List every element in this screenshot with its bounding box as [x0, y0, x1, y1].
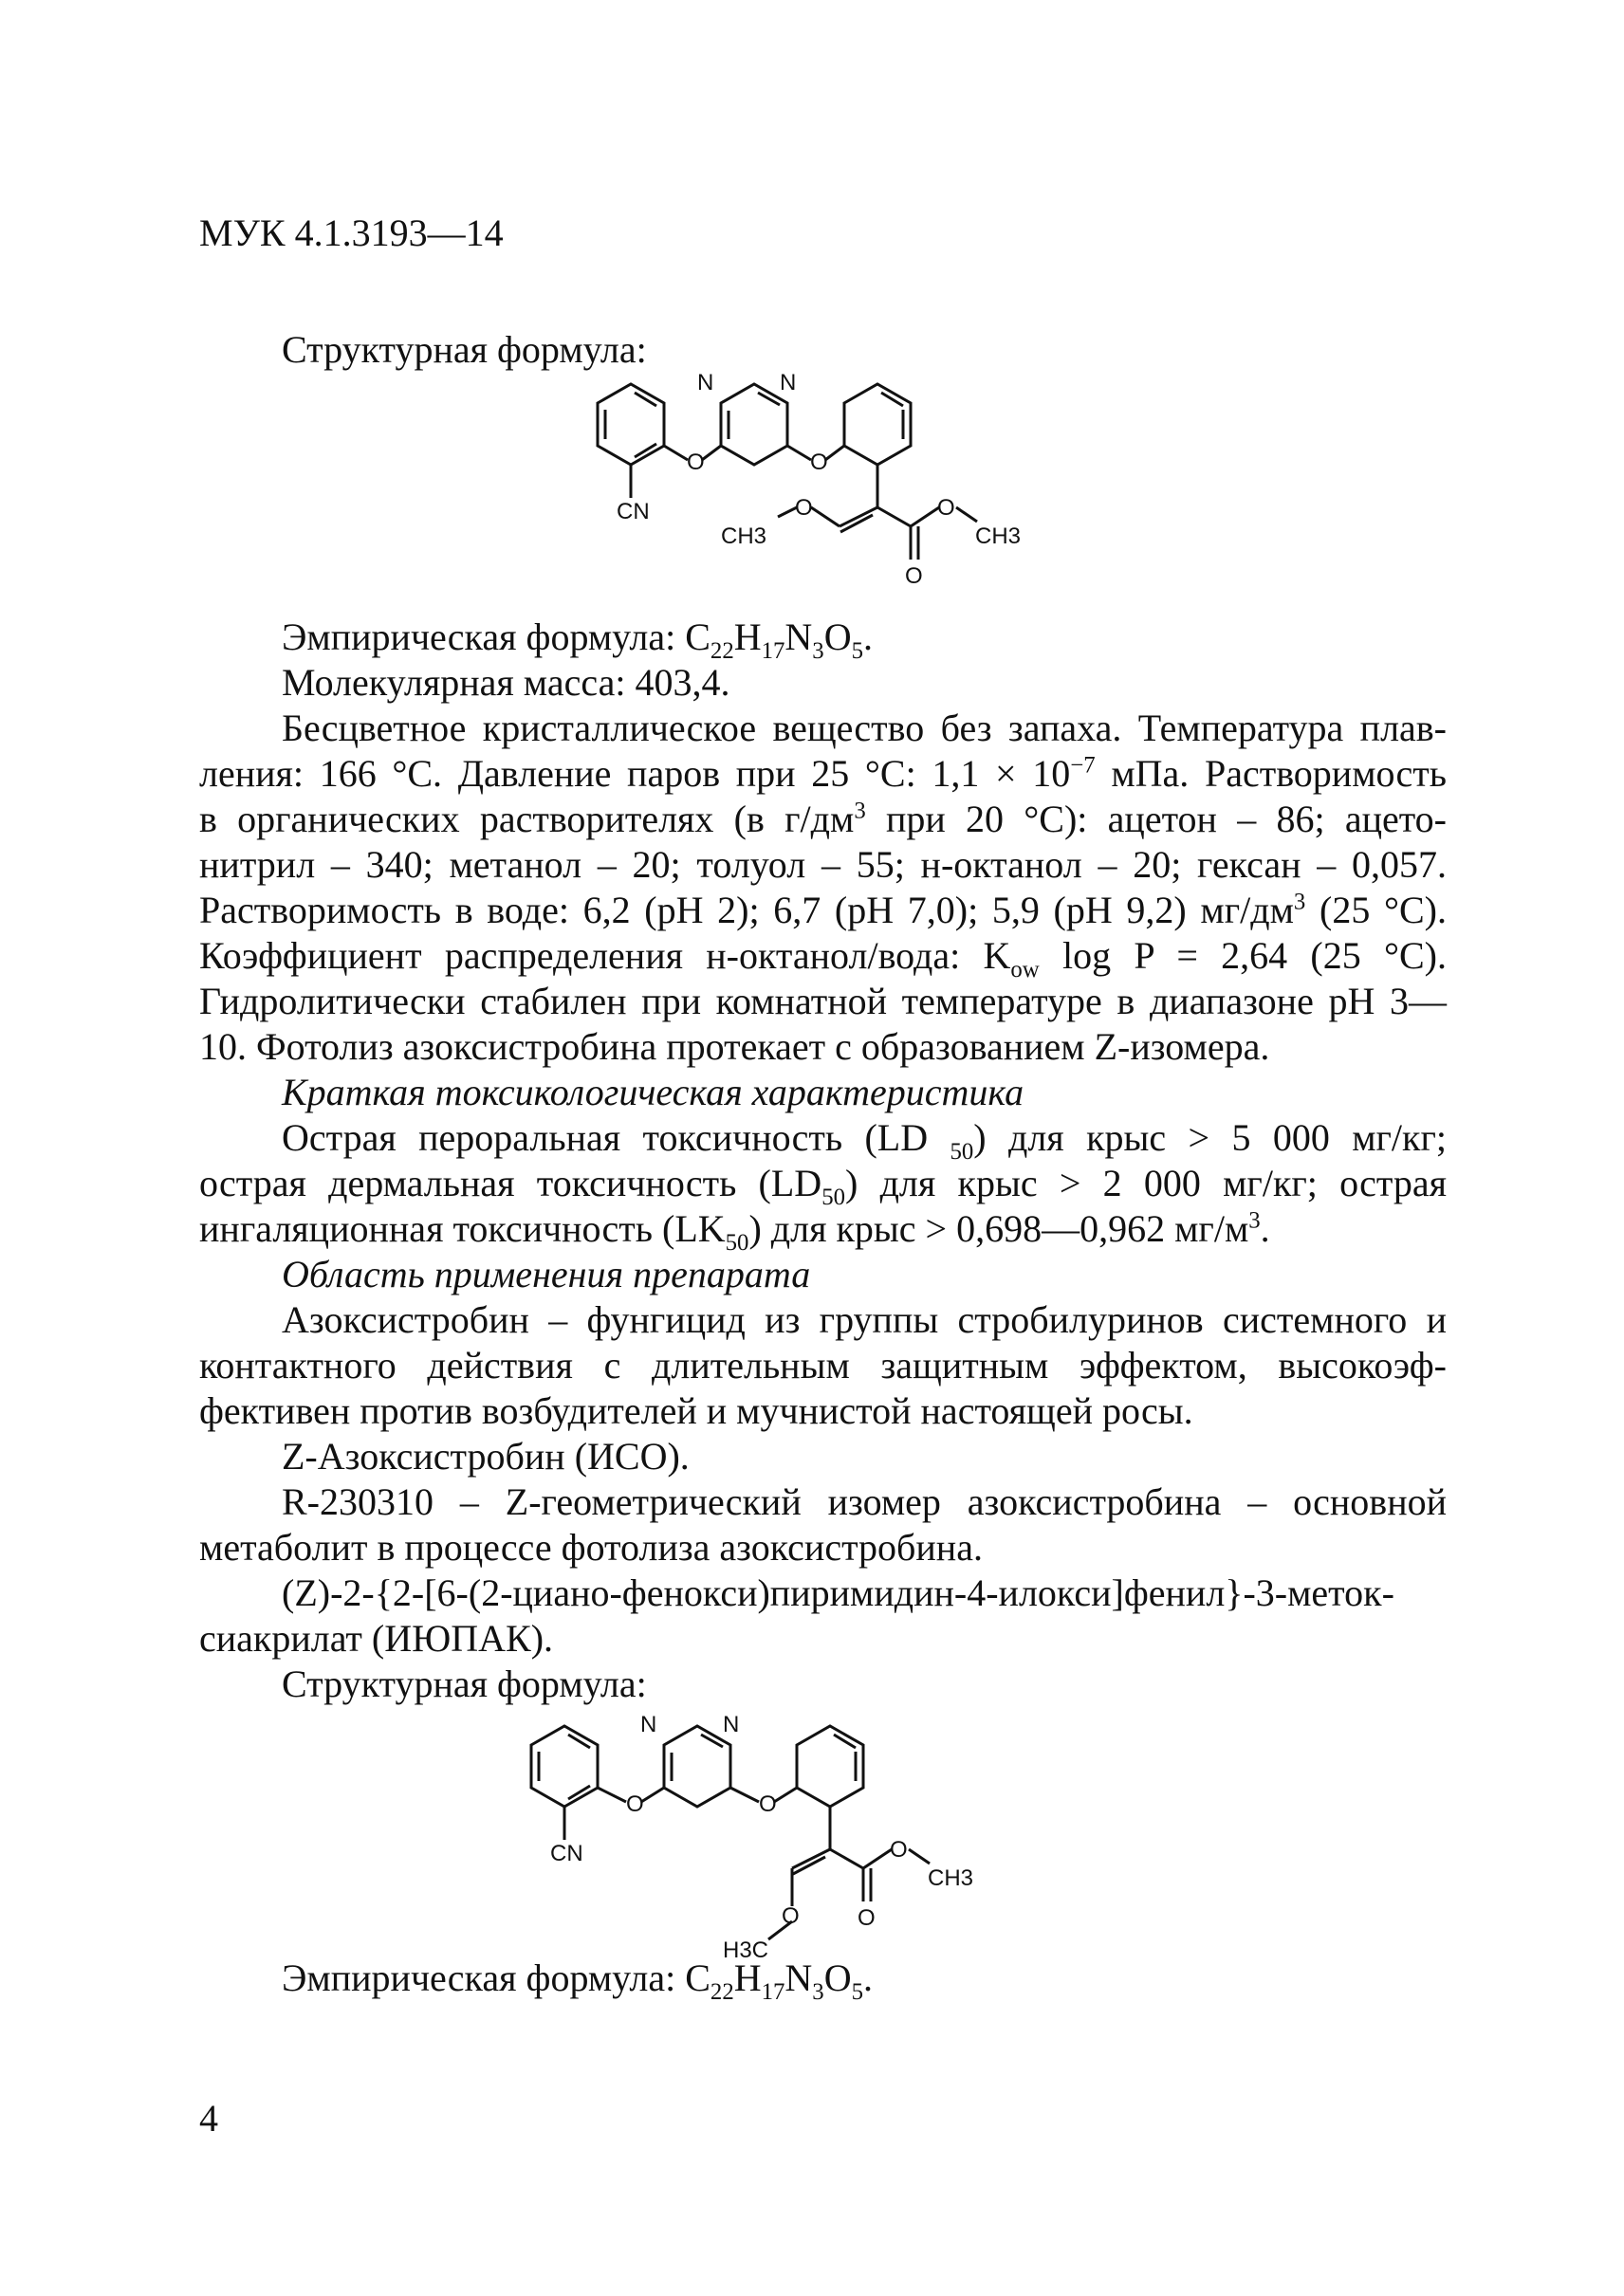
tox-line-3: ингаляционная токсичность $(LK_{50})$ для крыс > 0,698—0,962 $мг/м^3$. — [199, 1207, 1270, 1256]
paragraph-1-line-1: Бесцветное кристаллическое вещество без запаха. Температура плав- — [282, 707, 1447, 749]
paragraph-1-line-7: Гидролитически стабилен при комнатной температуре в диапазоне pH 3— — [199, 980, 1447, 1022]
structural-formula-label-2: Структурная формула: — [282, 1662, 647, 1705]
tox-line-1: Острая пероральная токсичность (LD $_{50}$) для крыс > 5 000 мг/кг; — [282, 1116, 1448, 1165]
paragraph-1-line-8: 10. Фотолиз азоксистробина протекает с образованием Z-изомера. — [199, 1025, 1270, 1068]
area-line-3: фективен против возбудителей и мучнистой настоящей росы. — [199, 1389, 1193, 1432]
r-line-1: R-230310 – Z-геометрический изомер азоксистробина – основной — [282, 1480, 1447, 1523]
formula1-n2: N — [780, 370, 797, 395]
structural-formula-label: Структурная формула: — [282, 328, 647, 371]
formula2-ch3-b: CH3 — [928, 1865, 974, 1891]
formula2-o-carbonyl: O — [858, 1905, 876, 1931]
tox-heading: Краткая токсикологическая характеристика — [282, 1071, 1024, 1113]
paragraph-1-line-2: ления: 166 °С. Давление паров при 25 °С: $1,1 \times 10^{-7}$ мПа. Растворимость — [199, 752, 1447, 795]
formula2-h3c: H3C — [723, 1938, 769, 1963]
structural-formula-2 — [512, 1698, 1157, 1973]
formula1-n1: N — [697, 370, 714, 395]
benzene-ring-left — [598, 384, 664, 465]
formula2-o2: O — [759, 1791, 777, 1817]
formula2-o-a: O — [890, 1837, 908, 1863]
iupac-line-1: (Z)-2-{2-[6-(2-циано-фенокси)пиримидин-4-илокси]фенил}-3-меток- — [282, 1571, 1394, 1614]
area-line-2: контактного действия с длительным защитным эффектом, высокоэф- — [199, 1344, 1447, 1387]
empirical-formula-1: Эмпирическая формула: $C_{22}H_{17}N_3O_5$. — [282, 615, 873, 664]
formula1-o-a: O — [795, 495, 813, 521]
iupac-line-2: сиакрилат (ИЮПАК). — [199, 1617, 554, 1660]
benzene-ring-right-2 — [797, 1726, 863, 1807]
formula1-cn: CN — [617, 499, 650, 524]
document-header: МУК 4.1.3193—14 — [199, 211, 504, 254]
formula2-o-b: O — [782, 1903, 800, 1929]
paragraph-1-line-3: в органических растворителях (в $г/дм^3$ при 20 °С): ацетон – 86; ацето- — [199, 798, 1448, 840]
formula1-o1: O — [687, 450, 705, 475]
z-isomer-name: Z-Азоксистробин (ИСО). — [282, 1435, 690, 1478]
empirical-formula-2: Эмпирическая формула: $C_{22}H_{17}N_3O_5$. — [282, 1956, 873, 2005]
paragraph-1-line-5: Растворимость в воде: 6,2 (pH 2); 6,7 (pH 7,0); 5,9 (pH 9,2) $мг/дм^3$ (25 °С). — [199, 889, 1447, 931]
formula2-n2: N — [723, 1712, 740, 1737]
molar-mass: Молекулярная масса: 403,4. — [282, 661, 730, 704]
area-heading: Область применения препарата — [282, 1253, 811, 1295]
formula2-n1: N — [640, 1712, 657, 1737]
benzene-ring-left-2 — [531, 1726, 598, 1807]
formula2-cn: CN — [550, 1841, 583, 1866]
pyrimidine-ring-2 — [664, 1726, 730, 1807]
tox-line-2: острая дермальная токсичность $(LD_{50})$ для крыс > 2 000 мг/кг; острая — [199, 1162, 1448, 1210]
page-number: 4 — [199, 2097, 218, 2140]
formula1-ch3-a: CH3 — [721, 523, 767, 549]
paragraph-1-line-4: нитрил – 340; метанол – 20; толуол – 55; н-октанол – 20; гексан – 0,057. — [199, 843, 1447, 886]
formula1-ch3-b: CH3 — [975, 523, 1022, 549]
formula2-o1: O — [626, 1791, 644, 1817]
formula1-o2: O — [810, 450, 828, 475]
benzene-ring-right — [844, 384, 911, 465]
formula1-o-b: O — [937, 495, 955, 521]
r-line-2: метаболит в процессе фотолиза азоксистробина. — [199, 1526, 983, 1569]
area-line-1: Азоксистробин – фунгицид из группы стробилуринов системного и — [282, 1298, 1447, 1341]
paragraph-1-line-6: Коэффициент распределения н-октанол/вода: $K_{ow}$ log P = 2,64 (25 °С). — [199, 934, 1447, 983]
pyrimidine-ring-1 — [721, 384, 787, 465]
formula1-o-carbonyl: O — [905, 563, 923, 589]
structural-formula-1 — [531, 365, 1138, 635]
